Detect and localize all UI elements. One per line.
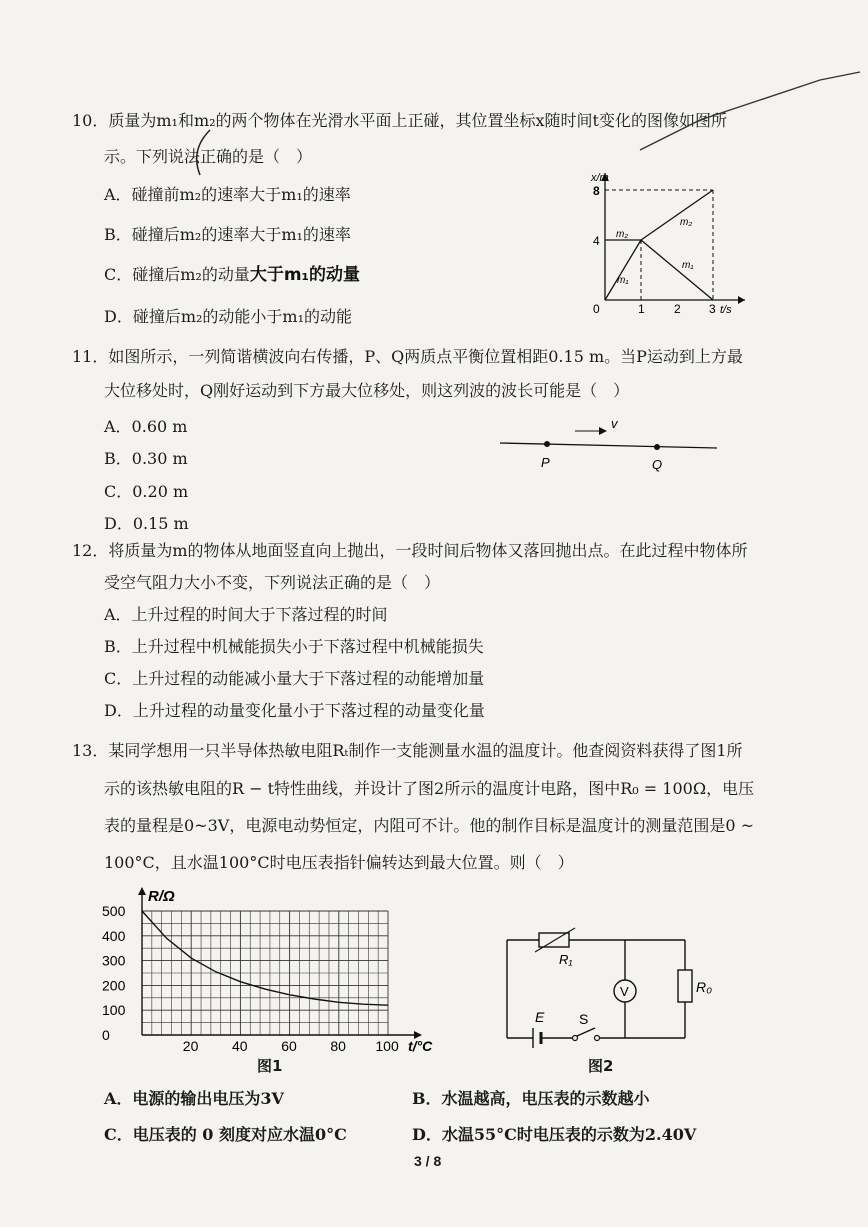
q10-x-tick-2: 2 [674, 302, 681, 315]
q11-option-a: A．0.60 m [104, 417, 188, 436]
fig1-y-tick: 0 [102, 1027, 110, 1043]
q13-stem-line4: 100°C，且水温100°C时电压表指针偏转达到最大位置。则（ ） [104, 853, 574, 872]
q10-handwriting: 大于m₁的动量 [249, 265, 361, 285]
q10-label-m1-before: m₁ [617, 275, 629, 286]
fig2-caption: 图2 [588, 1057, 614, 1075]
q10-option-c-text: C．碰撞后m₂的动量 [104, 265, 250, 284]
q12-stem-line2: 受空气阻力大小不变，下列说法正确的是（ ） [104, 573, 441, 592]
q10-label-m2-after: m₂ [680, 217, 693, 228]
fig1-y-tick: 100 [102, 1002, 126, 1019]
q12-option-d: D．上升过程的动量变化量小于下落过程的动量变化量 [104, 701, 485, 720]
fig1-x-tick: 80 [330, 1038, 346, 1054]
fig2-e-label: E [535, 1009, 545, 1025]
q11-p-label: P [541, 455, 550, 470]
q11-point-p [544, 441, 550, 447]
q10-option-a: A．碰撞前m₂的速率大于m₁的速率 [104, 185, 351, 204]
q11-medium-line [500, 443, 717, 448]
fig1-y-tick: 500 [102, 903, 126, 919]
fig1-x-tick: 40 [232, 1038, 248, 1054]
q10-label-m1-after: m₁ [682, 260, 694, 271]
q11-wave-figure [495, 415, 725, 475]
fig2-v-label: V [620, 984, 629, 999]
q13-option-d: D．水温55°C时电压表的示数为2.40V [412, 1125, 697, 1144]
fig2-r0-label: R₀ [696, 979, 713, 995]
q13-fig2-circuit [495, 918, 715, 1053]
q12-stem-line1: 12．将质量为m的物体从地面竖直向上抛出，一段时间后物体又落回抛出点。在此过程中物体所 [72, 541, 748, 560]
q13-option-c: C．电压表的 0 刻度对应水温0°C [104, 1125, 347, 1144]
fig2-switch [577, 1028, 595, 1036]
fig1-x-label: t/°C [408, 1038, 433, 1054]
q12-option-a: A．上升过程的时间大于下落过程的时间 [104, 605, 388, 624]
q13-option-b: B．水温越高，电压表的示数越小 [412, 1089, 650, 1108]
q11-q-label: Q [652, 457, 663, 472]
q11-point-q [654, 444, 660, 450]
fig1-x-tick: 20 [182, 1038, 199, 1054]
q10-x-tick-3: 3 [709, 302, 716, 315]
q13-fig1-rt-chart [100, 885, 445, 1080]
q10-x-tick-1: 1 [638, 302, 645, 315]
q10-x-label: t/s [720, 304, 732, 315]
q13-stem-line3: 表的量程是0~3V，电源电动势恒定，内阻可不计。他的制作目标是温度计的测量范围是0 ~ [104, 816, 754, 835]
q10-stem-line1: 10．质量为m₁和m₂的两个物体在光滑水平面上正碰，其位置坐标x随时间t变化的图像如图所 [72, 111, 727, 130]
q10-option-d: D．碰撞后m₂的动能小于m₁的动能 [104, 307, 353, 326]
q13-stem-line1: 13．某同学想用一只半导体热敏电阻Rₜ制作一支能测量水温的温度计。他查阅资料获得了图1所 [72, 741, 743, 760]
fig1-x-tick: 60 [281, 1038, 297, 1054]
q11-stem-line2: 大位移处时，Q刚好运动到下方最大位移处，则这列波的波长可能是（ ） [104, 381, 630, 400]
q11-option-d: D．0.15 m [104, 514, 189, 533]
q11-v-label: v [611, 416, 618, 431]
q11-option-c: C．0.20 m [104, 482, 189, 501]
page-number: 3 / 8 [414, 1153, 442, 1169]
fig1-x-tick: 100 [375, 1038, 399, 1054]
q10-m1-after [641, 240, 713, 300]
q10-m1-before [605, 240, 641, 300]
q11-stem-line1: 11．如图所示，一列简谐横波向右传播，P、Q两质点平衡位置相距0.15 m。当P运动到上方最 [72, 347, 743, 366]
q10-y-tick-8: 8 [593, 184, 600, 198]
fig2-s-label: S [579, 1011, 589, 1027]
q12-option-c: C．上升过程的动能减小量大于下落过程的动能增加量 [104, 669, 485, 688]
q10-y-label: x/m [591, 172, 609, 184]
fig1-caption: 图1 [257, 1057, 283, 1075]
q13-stem-line2: 示的该热敏电阻的R − t特性曲线，并设计了图2所示的温度计电路，图中R₀ = 100Ω，电压 [104, 779, 755, 798]
fig2-r1-label: R₁ [559, 952, 573, 967]
fig1-y-tick: 400 [102, 927, 126, 944]
q10-stem-line2: 示。下列说法正确的是（ ） [104, 147, 313, 166]
q11-option-b: B．0.30 m [104, 449, 188, 468]
fig1-y-label: R/Ω [148, 888, 175, 905]
q13-option-a: A．电源的输出电压为3V [104, 1089, 284, 1108]
fig1-grid [142, 911, 388, 1035]
q10-option-b: B．碰撞后m₂的速率大于m₁的速率 [104, 225, 351, 244]
fig1-y-tick: 300 [102, 952, 126, 969]
fig1-y-tick: 200 [102, 977, 126, 994]
q10-xt-graph [585, 165, 755, 315]
q10-m2-after [641, 190, 713, 240]
q10-option-c [104, 264, 360, 286]
q10-y-tick-4: 4 [593, 234, 600, 248]
fig2-resistor-r0 [678, 970, 692, 1002]
q10-label-m2-before: m₂ [616, 229, 629, 240]
q10-y-tick-0: 0 [593, 302, 600, 315]
q12-option-b: B．上升过程中机械能损失小于下落过程中机械能损失 [104, 637, 484, 656]
fig1-rt-curve [142, 911, 388, 1005]
